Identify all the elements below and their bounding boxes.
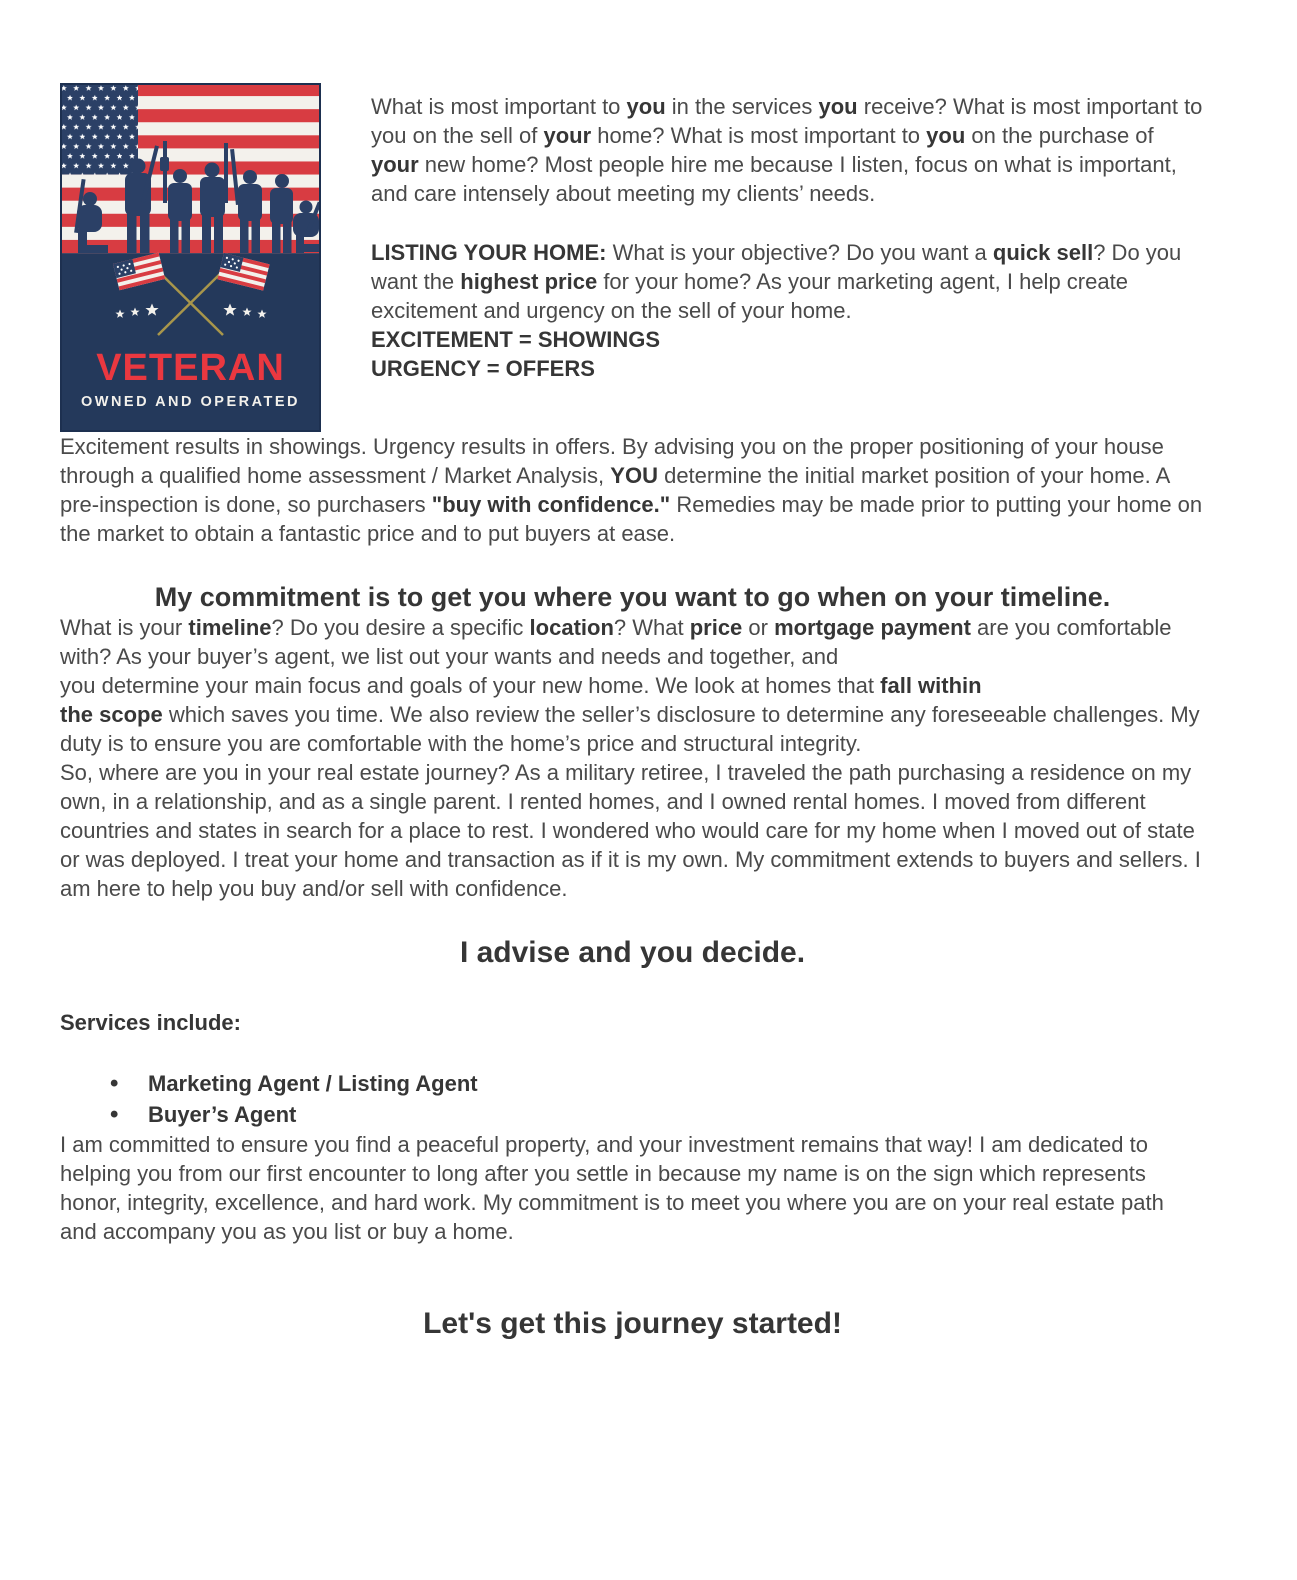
- service-item-buyers-agent: • Buyer’s Agent: [60, 1099, 1205, 1130]
- services-list: [60, 1068, 1205, 1130]
- intro-column: [371, 83, 1205, 383]
- excitement-equation: EXCITEMENT = SHOWINGS: [371, 327, 661, 352]
- commitment-heading: My commitment is to get you where you want to go when on your timeline.: [154, 582, 1111, 612]
- services-label: Services include:: [60, 1010, 241, 1035]
- timeline-paragraph: What is your timeline? Do you desire a specific location? What price or mortgage payment are you comfortable with? As your buyer’s agent, we list out your wants and needs and together, and you determine your main focus and goals of your new home. We look at homes that fall within the scope which saves you time. We also review the seller’s disclosure to determine any foreseeable challenges. My duty is to ensure you are comfortable with the home’s price and structural integrity.: [60, 615, 1200, 756]
- intro-paragraph-1: What is most important to you in the services you receive? What is most important to you on the sell of your home? What is most important to you on the purchase of your new home? Most people hire me because I listen, focus on what is important, and care intensely about meeting my clients’ needs.: [371, 94, 1203, 206]
- journey-paragraph: So, where are you in your real estate journey? As a military retiree, I traveled the path purchasing a residence on my own, in a relationship, and as a single parent. I rented homes, and I owned rental homes. I moved from different countries and states in search for a place to rest. I wondered who would care for my home when I moved out of state or was deployed. I treat your home and transaction as if it is my own. My commitment extends to buyers and sellers. I am here to help you buy and/or sell with confidence.: [60, 760, 1201, 901]
- veteran-badge-image: [60, 83, 321, 432]
- listing-your-home-paragraph: LISTING YOUR HOME: What is your objective? Do you want a quick sell? Do you want the highest price for your home? As your marketing agent, I help create excitement and urgency on the sell of your home.: [371, 240, 1182, 323]
- committed-paragraph: I am committed to ensure you find a peaceful property, and your investment remains that way! I am dedicated to helping you from our first encounter to long after you settle in because my name is on the sign which represents honor, integrity, excellence, and hard work. My commitment is to meet you where you are on your real estate path and accompany you as you list or buy a home.: [60, 1132, 1164, 1244]
- urgency-equation: URGENCY = OFFERS: [371, 356, 595, 381]
- excitement-paragraph: Excitement results in showings. Urgency results in offers. By advising you on the proper positioning of your house through a qualified home assessment / Market Analysis, YOU determine the initial market position of your home. A pre-inspection is done, so purchasers "buy with confidence." Remedies may be made prior to putting your home on the market to obtain a fantastic price and to put buyers at ease.: [60, 434, 1203, 546]
- journey-heading: Let's get this journey started!: [423, 1307, 842, 1340]
- service-item-marketing-agent: • Marketing Agent / Listing Agent: [60, 1068, 1205, 1099]
- badge-title: VETERAN: [96, 347, 285, 389]
- top-section: [60, 0, 1205, 432]
- badge-subtitle: OWNED AND OPERATED: [81, 394, 300, 410]
- advise-heading: I advise and you decide.: [459, 936, 806, 969]
